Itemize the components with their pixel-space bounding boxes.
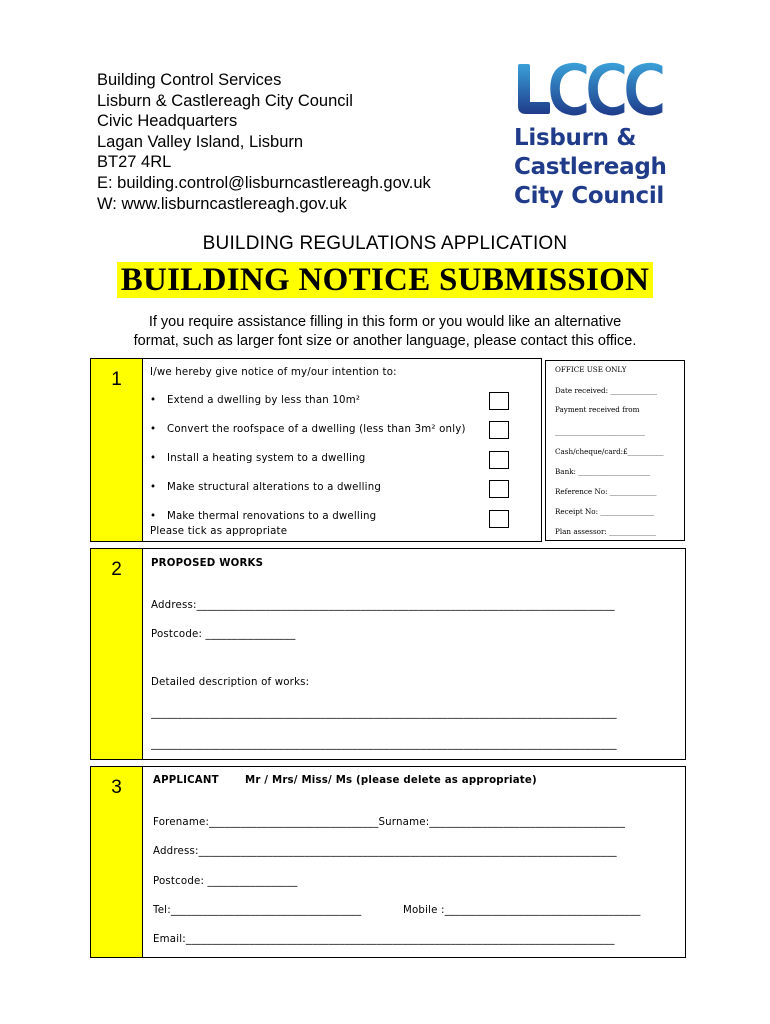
office-use-box [545,360,685,541]
works-description-line-1[interactable]: ________________________________________________________________________________________ [151,708,617,719]
applicant-address-field[interactable]: Address:_______________________________________________________________________________ [153,846,617,857]
option-extend-dwelling: Extend a dwelling by less than 10m² [167,395,361,406]
section-1-intro: I/we hereby give notice of my/our intention to: [150,367,397,378]
works-description-line-2[interactable]: ________________________________________________________________________________________ [151,739,617,750]
checkbox-structural-alterations[interactable] [489,480,509,498]
plan-assessor-field[interactable]: Plan assessor: _____________ [555,527,656,536]
applicant-name-fields[interactable]: Forename:________________________________Surname:_____________________________________ [153,817,626,828]
assistance-line-2: format, such as larger font size or another language, please contact this office. [133,333,637,349]
lccc-logo-mark [514,62,674,118]
council-logo [512,62,692,214]
assistance-line-1: If you require assistance filling in this form or you would like an alternative [148,314,622,330]
section-2-box [90,548,686,760]
checkbox-convert-roofspace[interactable] [489,421,509,439]
bullet-icon: • [150,395,157,406]
submission-title-wrap [0,263,770,297]
date-received-field[interactable]: Date received: _____________ [555,386,658,395]
tick-note: Please tick as appropriate [150,526,288,537]
payment-received-label: Payment received from [555,405,640,414]
logo-council-name [514,124,667,211]
applicant-title-options: Mr / Mrs/ Miss/ Ms (please delete as appropriate) [245,775,537,786]
applicant-email-field[interactable]: Email:_________________________________________________________________________________ [153,934,615,945]
website-line: W: www.lisburncastlereagh.gov.uk [97,194,347,213]
payment-received-field[interactable]: _________________________ [555,427,645,436]
bullet-icon: • [150,482,157,493]
bullet-icon: • [150,453,157,464]
bullet-icon: • [150,511,157,522]
option-heating-system: Install a heating system to a dwelling [167,453,366,464]
address-line-1: Building Control Services [97,71,282,89]
option-convert-roofspace: Convert the roofspace of a dwelling (less than 3m² only) [167,424,466,435]
address-line-5: BT27 4RL [97,153,172,172]
applicant-heading: APPLICANT [153,775,219,786]
checkbox-heating-system[interactable] [489,451,509,469]
address-line-2: Lisburn & Castlereagh City Council [97,91,353,110]
address-line-3: Civic Headquarters [97,112,238,131]
assistance-notice [0,313,770,351]
office-use-title: OFFICE USE ONLY [555,365,627,374]
checkbox-extend-dwelling[interactable] [489,392,509,410]
address-line-4: Lagan Valley Island, Lisburn [97,132,304,151]
proposed-works-heading: PROPOSED WORKS [151,558,264,569]
cash-cheque-card-field[interactable]: Cash/cheque/card:£__________ [555,447,664,456]
works-postcode-field[interactable]: Postcode: _________________ [151,629,296,640]
section-1-number: 1 [91,359,143,541]
works-address-field[interactable]: Address:_______________________________________________________________________________ [151,600,615,611]
logo-name-line-3: City Council [514,183,664,209]
option-thermal-renovations: Make thermal renovations to a dwelling [167,511,377,522]
applicant-mobile-field[interactable]: Mobile :_____________________________________ [403,905,641,916]
works-description-label: Detailed description of works: [151,677,310,688]
option-structural-alterations: Make structural alterations to a dwelling [167,482,382,493]
bullet-icon: • [150,424,157,435]
logo-name-line-1: Lisburn & [514,125,637,151]
section-2-number: 2 [91,549,143,759]
applicant-tel-field[interactable]: Tel:____________________________________ [153,905,362,916]
email-line: E: building.control@lisburncastlereagh.gov.uk [97,173,431,192]
reference-no-field[interactable]: Reference No: _____________ [555,487,657,496]
section-3-box [90,766,686,958]
council-address-block [97,70,431,214]
applicant-postcode-field[interactable]: Postcode: _________________ [153,876,298,887]
section-3-number: 3 [91,767,143,957]
checkbox-thermal-renovations[interactable] [489,510,509,528]
submission-title: BUILDING NOTICE SUBMISSION [117,262,654,298]
receipt-no-field[interactable]: Receipt No: _______________ [555,507,655,516]
application-title: BUILDING REGULATIONS APPLICATION [202,233,568,254]
logo-name-line-2: Castlereagh [514,154,667,180]
bank-field[interactable]: Bank: ____________________ [555,467,651,476]
